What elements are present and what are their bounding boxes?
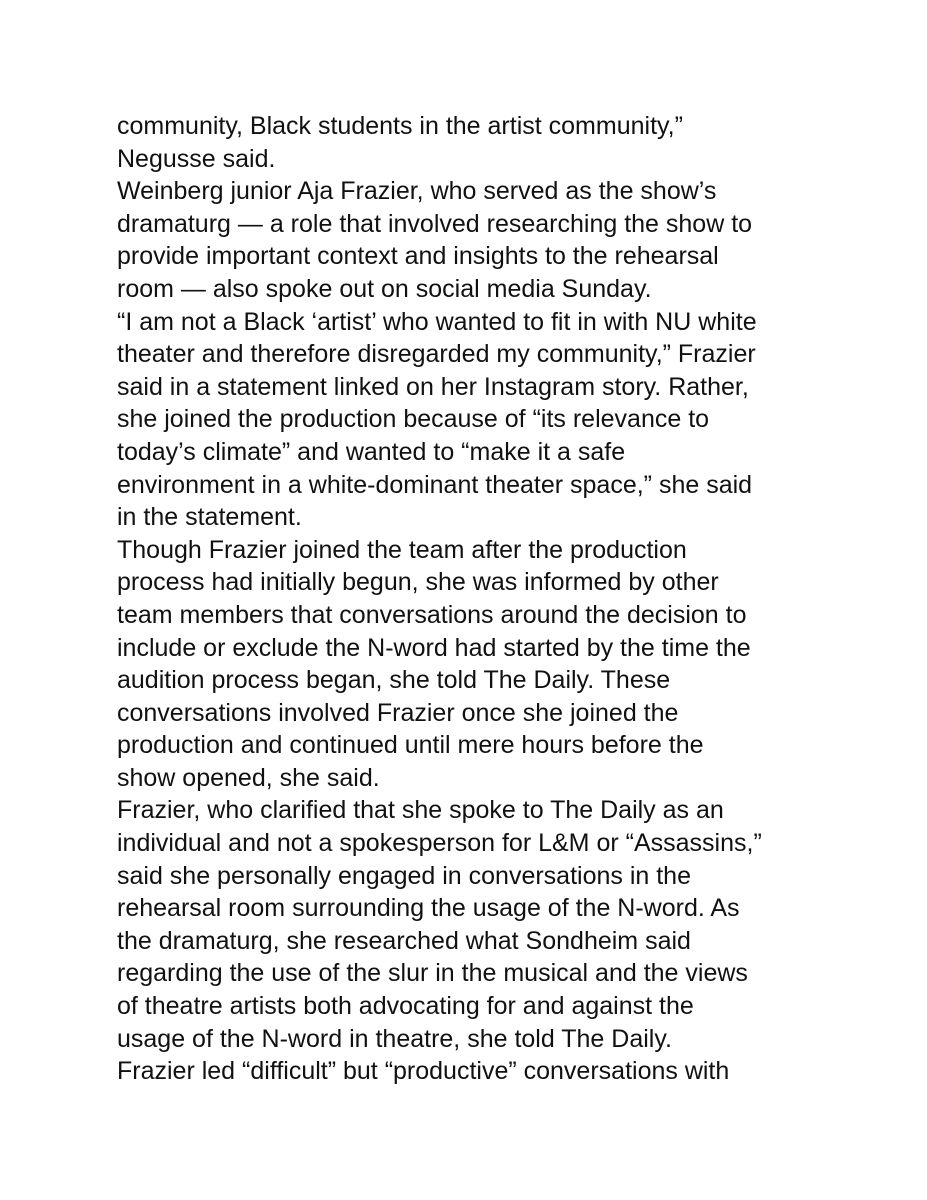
paragraph-negusse-quote <box>117 110 817 175</box>
text-line: “I am not a Black ‘artist’ who wanted to fit in with NU white <box>117 307 757 336</box>
text-line: rehearsal room surrounding the usage of the N-word. As <box>117 894 740 923</box>
text-line: show opened, she said. <box>117 763 380 792</box>
document-page <box>117 110 817 1088</box>
text-line: the dramaturg, she researched what Sondheim said <box>117 926 691 955</box>
text-line: audition process began, she told The Daily. These <box>117 666 671 695</box>
text-line: in the statement. <box>117 503 302 532</box>
text-line: conversations involved Frazier once she joined the <box>117 698 679 727</box>
text-line: today’s climate” and wanted to “make it a safe <box>117 437 626 466</box>
text-line: usage of the N-word in theatre, she told The Daily. <box>117 1024 672 1053</box>
text-line: environment in a white-dominant theater space,” she said <box>117 470 753 499</box>
text-line: Negusse said. <box>117 144 276 173</box>
text-line: process had initially begun, she was informed by other <box>117 568 719 597</box>
paragraph-conversations <box>117 1055 817 1088</box>
text-line: room — also spoke out on social media Sunday. <box>117 274 652 303</box>
text-line: said she personally engaged in conversations in the <box>117 861 691 890</box>
text-line: regarding the use of the slur in the musical and the views <box>117 959 748 988</box>
text-line: Frazier led “difficult” but “productive” conversations with <box>117 1057 730 1086</box>
text-line: include or exclude the N-word had started by the time the <box>117 633 751 662</box>
text-line: she joined the production because of “its relevance to <box>117 405 710 434</box>
text-line: Frazier, who clarified that she spoke to The Daily as an <box>117 796 724 825</box>
text-line: Though Frazier joined the team after the production <box>117 535 687 564</box>
text-line: team members that conversations around the decision to <box>117 600 747 629</box>
text-line: of theatre artists both advocating for and against the <box>117 992 694 1021</box>
text-line: dramaturg — a role that involved researching the show to <box>117 209 753 238</box>
paragraph-frazier-statement <box>117 306 817 534</box>
text-line: community, Black students in the artist community,” <box>117 112 683 140</box>
text-line: Weinberg junior Aja Frazier, who served as the show’s <box>117 177 717 206</box>
paragraph-production-process <box>117 534 817 795</box>
text-line: theater and therefore disregarded my community,” Frazier <box>117 340 756 369</box>
text-line: production and continued until mere hours before the <box>117 731 704 760</box>
text-line: said in a statement linked on her Instagram story. Rather, <box>117 372 749 401</box>
paragraph-dramaturg-research <box>117 794 817 1055</box>
paragraph-frazier-intro <box>117 175 817 305</box>
text-line: individual and not a spokesperson for L&M or “Assassins,” <box>117 829 762 858</box>
text-line: provide important context and insights to the rehearsal <box>117 242 719 271</box>
